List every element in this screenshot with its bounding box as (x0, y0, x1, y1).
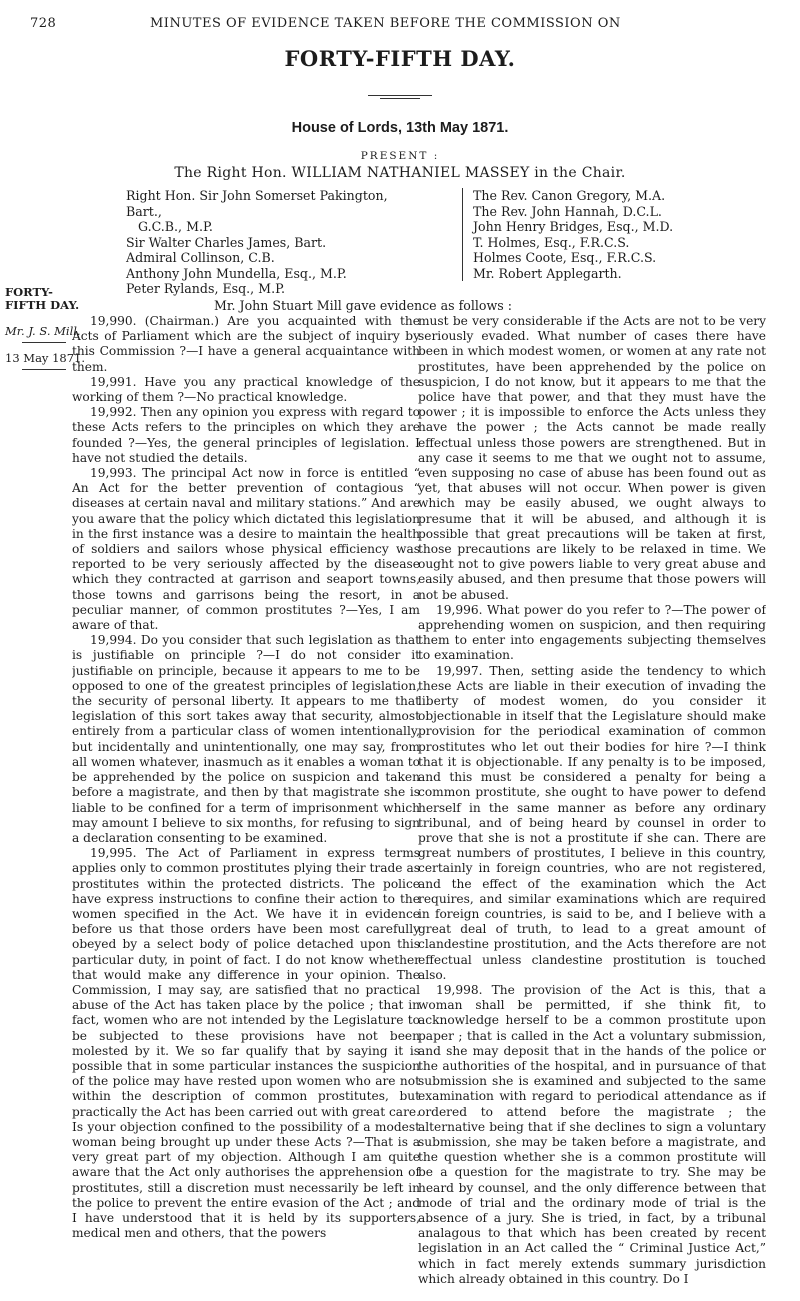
paragraph: 19,995. The Act of Parliament in express terms applies only to common prostitutes plying their trade as prostitutes within the protected districts. The police have express instructions to confine their action to the women specified in the Act. We have it in evidence before us that those orders have been most carefully obeyed by a select body of police detached upon this particular duty, in point of fact. I do not know whether that would make any difference in your opinion. The Commission, I may say, are satisfied that no practical abuse of the Act has taken place by the police ; that in fact, women who are not intended by the Legislature to be subjected to these provisions have not been molested by it. We so far qualify that by saying it is possible that in some particular instances the suspicion of the police may have rested upon women who are not within the description of common prostitutes, but practically the Act has been carried out with great care. Is your objection confined to the possibility of a modest woman being brought up under these Acts ?—That is a very great part of my objection. Although I am quite aware that the Act only authorises the apprehension of prostitutes, still a discretion must necessarily be left in the police to prevent the entire evasion of the Act ; and I have understood that it is held by its supporters, medical men and others, that the powers (72, 846, 420, 1241)
paragraph: 19,998. The provision of the Act is this, that a woman shall be permitted, if she think fit, to acknowledge herself to be a common prostitute upon paper ; that is called in the Act a voluntary submission, and she may deposit that in the hands of the police or the authorities of the hospital, and in pursuance of that submission she is examined and subjected to the same examination with regard to periodical attendance as if ordered to attend before the magistrate ; the alternative being that if she declines to sign a voluntary submission, she may be taken before a magistrate, and the question whether she is a common prostitute will be a question for the magistrate to try. She may be heard by counsel, and the only difference between that mode of trial and the ordinary mode of trial is the absence of a jury. She is tried, in fact, by a tribunal analagous to that which has been created by recent legislation in an Act called the “ Criminal Justice Act,” which in fact merely extends summary jurisdiction which already obtained in this country. Do I (418, 982, 766, 1286)
attendee: Admiral Collinson, C.B. (126, 250, 275, 265)
margin-date: 13 May 1871. (5, 351, 85, 365)
attendee: The Rev. Canon Gregory, M.A. (473, 188, 666, 203)
page-number: 728 (30, 16, 57, 31)
paragraph: 19,994. Do you consider that such legislation as that is justifiable on principle ?—I do not consider it justifiable on principle, because it appears to me to be opposed to one of the greatest principles of legislation, the security of personal liberty. It appears to me that legislation of this sort takes away that security, almost entirely from a particular class of women intentionally, but incidentally and unintentionally, one may say, from all women whatever, inasmuch as it enables a woman to be apprehended by the police on suspicion and taken before a magistrate, and then by that magistrate she is liable to be confined for a term of imprisonment which may amount I believe to six months, for refusing to sign a declaration consenting to be examined. (72, 633, 420, 845)
title-rule-short (380, 98, 420, 99)
attendee: Right Hon. Sir John Somerset Pakington, Bart., (126, 188, 388, 219)
chair-line: The Right Hon. WILLIAM NATHANIEL MASSEY in the Chair. (174, 165, 626, 181)
attendee: Mr. Robert Applegarth. (473, 265, 622, 281)
right-column (418, 314, 766, 1299)
session-line: House of Lords, 13th May 1871. (291, 120, 509, 136)
margin-witness: Mr. J. S. Mill. (5, 324, 81, 338)
margin-day-line: FORTY- (5, 285, 53, 299)
attendee: G.C.B., M.P. (138, 219, 213, 234)
paragraph: must be very considerable if the Acts are not to be very seriously evaded. What number of cases there have been in which modest women, or women at any rate not prostitutes, have been apprehended by the police on suspicion, I do not know, but it appears to me that the police have that power, and that they must have the power ; it is impossible to enforce the Acts unless they have the power ; the Acts cannot be made really effectual unless those powers are strengthened. But in any case it seems to me that we ought not to assume, even supposing no case of abuse has been found out as yet, that abuses will not occur. When power is given which may be easily abused, we ought always to presume that it will be abused, and although it is possible that great precautions will be taken at first, those precautions are likely to be relaxed in time. We ought not to give powers liable to very great abuse and easily abused, and then presume that those powers will not be abused. (418, 314, 766, 602)
paragraph: 19,991. Have you any practical knowledge of the working of them ?—No practical knowledge. (72, 374, 420, 405)
margin-day-label (5, 286, 79, 312)
paragraph: 19,990. (Chairman.) Are you acquainted with the Acts of Parliament which are the subject of inquiry by this Commission ?—I have a general acquaintance with them. (72, 314, 420, 374)
paragraph: 19,993. The principal Act now in force is entitled “ An Act for the better prevention of contagious “ diseases at certain naval and military stations.” And are you aware that the policy which dictated this legislation in the first instance was a desire to maintain the health of soldiers and sailors whose physical efficiency was reported to be very seriously affected by the disease which they contracted at garrison and seaport towns, those towns and garrisons being the resort, in a peculiar manner, of common prostitutes ?—Yes, I am aware of that. (72, 466, 420, 633)
attendee: Peter Rylands, Esq., M.P. (126, 281, 286, 296)
running-head-title: MINUTES OF EVIDENCE TAKEN BEFORE THE COMMISSION ON (150, 16, 621, 31)
attendee: John Henry Bridges, Esq., M.D. (473, 219, 674, 234)
margin-day-line: FIFTH DAY. (5, 298, 80, 312)
attendee: Holmes Coote, Esq., F.R.C.S. (473, 250, 657, 265)
paragraph: 19,992. Then any opinion you express with regard to these Acts refers to the principles on which they are founded ?—Yes, the general principles of legislation. I have not studied the details. (72, 405, 420, 465)
present-label: PRESENT : (360, 150, 440, 162)
paragraph: 19,996. What power do you refer to ?—The power of apprehending women on suspicion, and then requiring them to enter into engagements subjecting themselves to examination. (418, 602, 766, 663)
day-title: FORTY-FIFTH DAY. (284, 46, 516, 71)
margin-rule (22, 342, 66, 343)
attendee: Anthony John Mundella, Esq., M.P. (126, 265, 347, 281)
attendee: T. Holmes, Esq., F.R.C.S. (473, 234, 630, 250)
paragraph: 19,997. Then, setting aside the tendency to which these Acts are liable in their execution of invading the liberty of modest women, do you consider it objectionable in itself that the Legislature should make provision for the periodical examination of common prostitutes who let out their bodies for hire ?—I think that it is objectionable. If any penalty is to be imposed, and this must be considered a penalty for being a common prostitute, she ought to have power to defend herself in the same manner as before any ordinary tribunal, and of being heard by counsel in order to prove that she is not a prostitute if she can. There are great numbers of prostitutes, I believe in this country, certainly in foreign countries, who are not registered, and the effect of the examination which the Act requires, and similar examinations which are required in foreign countries, is said to be, and I believe with a great deal of truth, to lead to a great amount of clandestine prostitution, and the Acts therefore are not effectual unless clandestine prostitution is touched also. (418, 663, 766, 982)
attendee: The Rev. John Hannah, D.C.L. (473, 203, 662, 219)
title-rule (368, 95, 432, 96)
attendees-left (126, 188, 426, 297)
margin-rule (22, 369, 66, 370)
attendees-right (462, 188, 773, 281)
attendee: Sir Walter Charles James, Bart. (126, 234, 327, 250)
left-column (72, 314, 420, 1299)
witness-line: Mr. John Stuart Mill gave evidence as follows : (214, 298, 512, 313)
